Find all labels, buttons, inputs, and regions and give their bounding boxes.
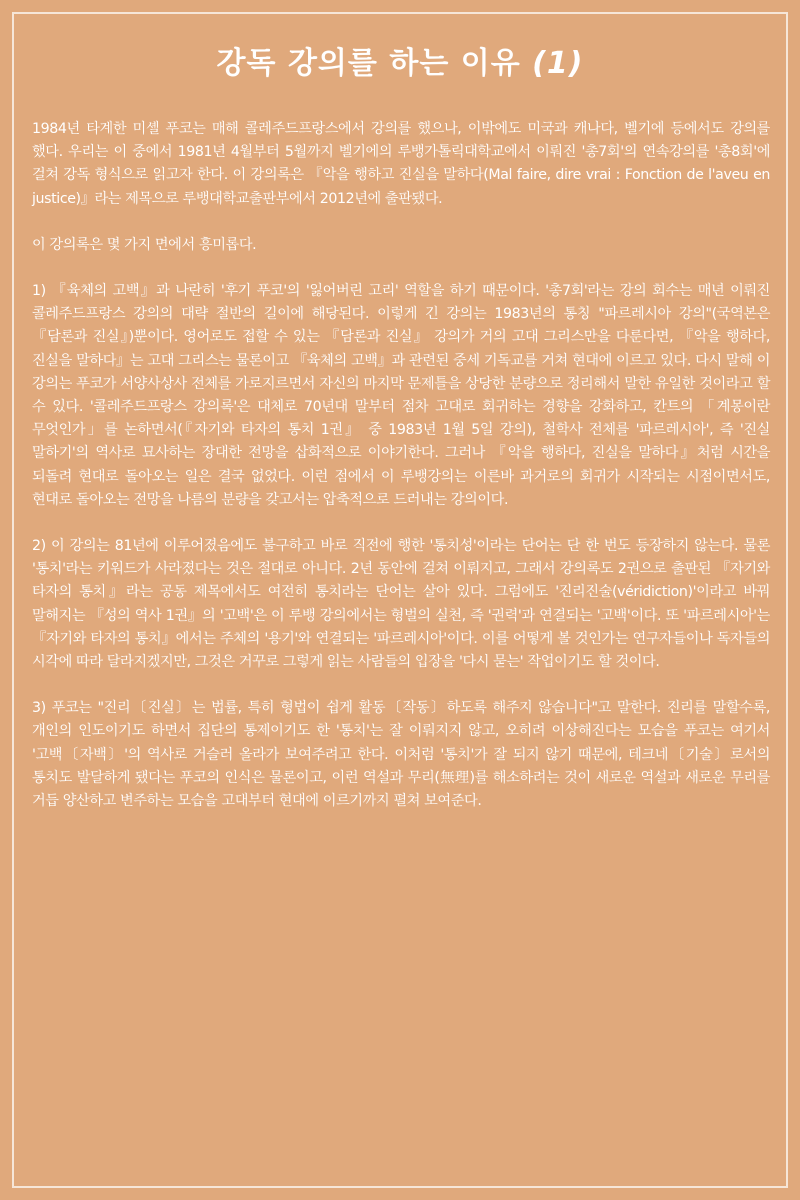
- intro-paragraph: 1984년 타계한 미셸 푸코는 매해 콜레주드프랑스에서 강의를 했으나, 이밖에도 미국과 캐나다, 벨기에 등에서도 강의를 했다. 우리는 이 중에서 1981년 4월부터 5월까지 벨기에의 루뱅가톨릭대학교에서 이뤄진 '총7회'의 연속강의를 '총8회'에 걸쳐 강독 형식으로 읽고자 한다. 이 강의록은 『악을 행하고 진실을 말하다(Mal faire, dire vrai : Fonction de l'aveu en justice)』라는 제목으로 루뱅대학교출판부에서 2012년에 출판됐다.: [32, 121, 770, 207]
- title-number: (1): [532, 46, 584, 81]
- title-text: 강독 강의를 하는 이유: [216, 46, 521, 81]
- summary-sentence: 이 강의록은 몇 가지 면에서 흥미롭다.: [32, 236, 257, 253]
- page-title: [0, 44, 800, 84]
- point-2-paragraph: 2) 이 강의는 81년에 이루어졌음에도 불구하고 바로 직전에 행한 '통치성'이라는 단어는 단 한 번도 등장하지 않는다. 물론 '통치'라는 키워드가 사라졌다는 것은 절대로 아니다. 2년 동안에 걸쳐 이뤄지고, 그래서 강의록도 2권으로 출판된 『자기와 타자의 통치』라는 공동 제목에서도 여전히 통치라는 단어는 살아 있다. 그럼에도 '진리진술(véridiction)'이라고 바꿔 말해지는 『성의 역사 1권』의 '고백'은 이 루뱅 강의에서는 형벌의 실천, 즉 '권력'과 연결되는 '고백'이다. 또 '파르레시아'는 『자기와 타자의 통치』에서는 주체의 '용기'와 연결되는 '파르레시아'이다. 이를 어떻게 볼 것인가는 연구자들이나 독자들의 시각에 따라 달라지겠지만, 그것은 거꾸로 그렇게 읽는 사람들의 입장을 '다시 묻는' 작업이기도 할 것이다.: [32, 538, 770, 671]
- point-3-paragraph: 3) 푸코는 "진리〔진실〕는 법률, 특히 형법이 쉽게 활동〔작동〕하도록 해주지 않습니다"고 말한다. 진리를 말할수록, 개인의 인도이기도 하면서 집단의 통제이기도 한 '통치'는 잘 이뤄지지 않고, 오히려 이상해진다는 모습을 푸코는 여기서 '고백〔자백〕'의 역사로 거슬러 올라가 보여주려고 한다. 이처럼 '통치'가 잘 되지 않기 때문에, 테크네〔기술〕로서의 통치도 발달하게 됐다는 푸코의 인식은 물론이고, 이런 역설과 무리(無理)를 해소하려는 것이 새로운 역설과 새로운 무리를 거듭 양산하고 변주하는 모습을 고대부터 현대에 이르기까지 펼쳐 보여준다.: [32, 700, 770, 810]
- point-1-paragraph: 1) 『육체의 고백』과 나란히 '후기 푸코'의 '잃어버린 고리' 역할을 하기 때문이다. '총7회'라는 강의 회수는 매년 이뤄진 콜레주드프랑스 강의의 대략 절반의 길이에 해당된다. 이렇게 긴 강의는 1983년의 통칭 "파르레시아 강의"(국역본은 『담론과 진실』)뿐이다. 영어로도 접할 수 있는 『담론과 진실』 강의가 거의 고대 그리스만을 다룬다면, 『악을 행하다, 진실을 말하다』는 고대 그리스는 물론이고 『육체의 고백』과 관련된 중세 기독교를 거쳐 현대에 이르고 있다. 다시 말해 이 강의는 푸코가 서양사상사 전체를 가로지르면서 자신의 마지막 문제틀을 상당한 분량으로 정리해서 말한 유일한 것이라고 할 수 있다. '콜레주드프랑스 강의록'은 대체로 70년대 말부터 점차 고대로 회귀하는 경향을 강화하고, 칸트의 「계몽이란 무엇인가」를 논하면서(『자기와 타자의 통치 1권』 중 1983년 1월 5일 강의), 철학사 전체를 '파르레시아', 즉 '진실 말하기'의 역사로 묘사하는 장대한 전망을 삽화적으로 이야기한다. 그러나 『악을 행하다, 진실을 말하다』처럼 시간을 되돌려 현대로 돌아오는 일은 결국 없었다. 이런 점에서 이 루뱅강의는 이른바 과거로의 회귀가 시작되는 시점이면서도, 현대로 돌아오는 전망을 나름의 분량을 갖고서는 압축적으로 드러내는 강의이다.: [32, 283, 770, 508]
- article-body: [32, 118, 770, 836]
